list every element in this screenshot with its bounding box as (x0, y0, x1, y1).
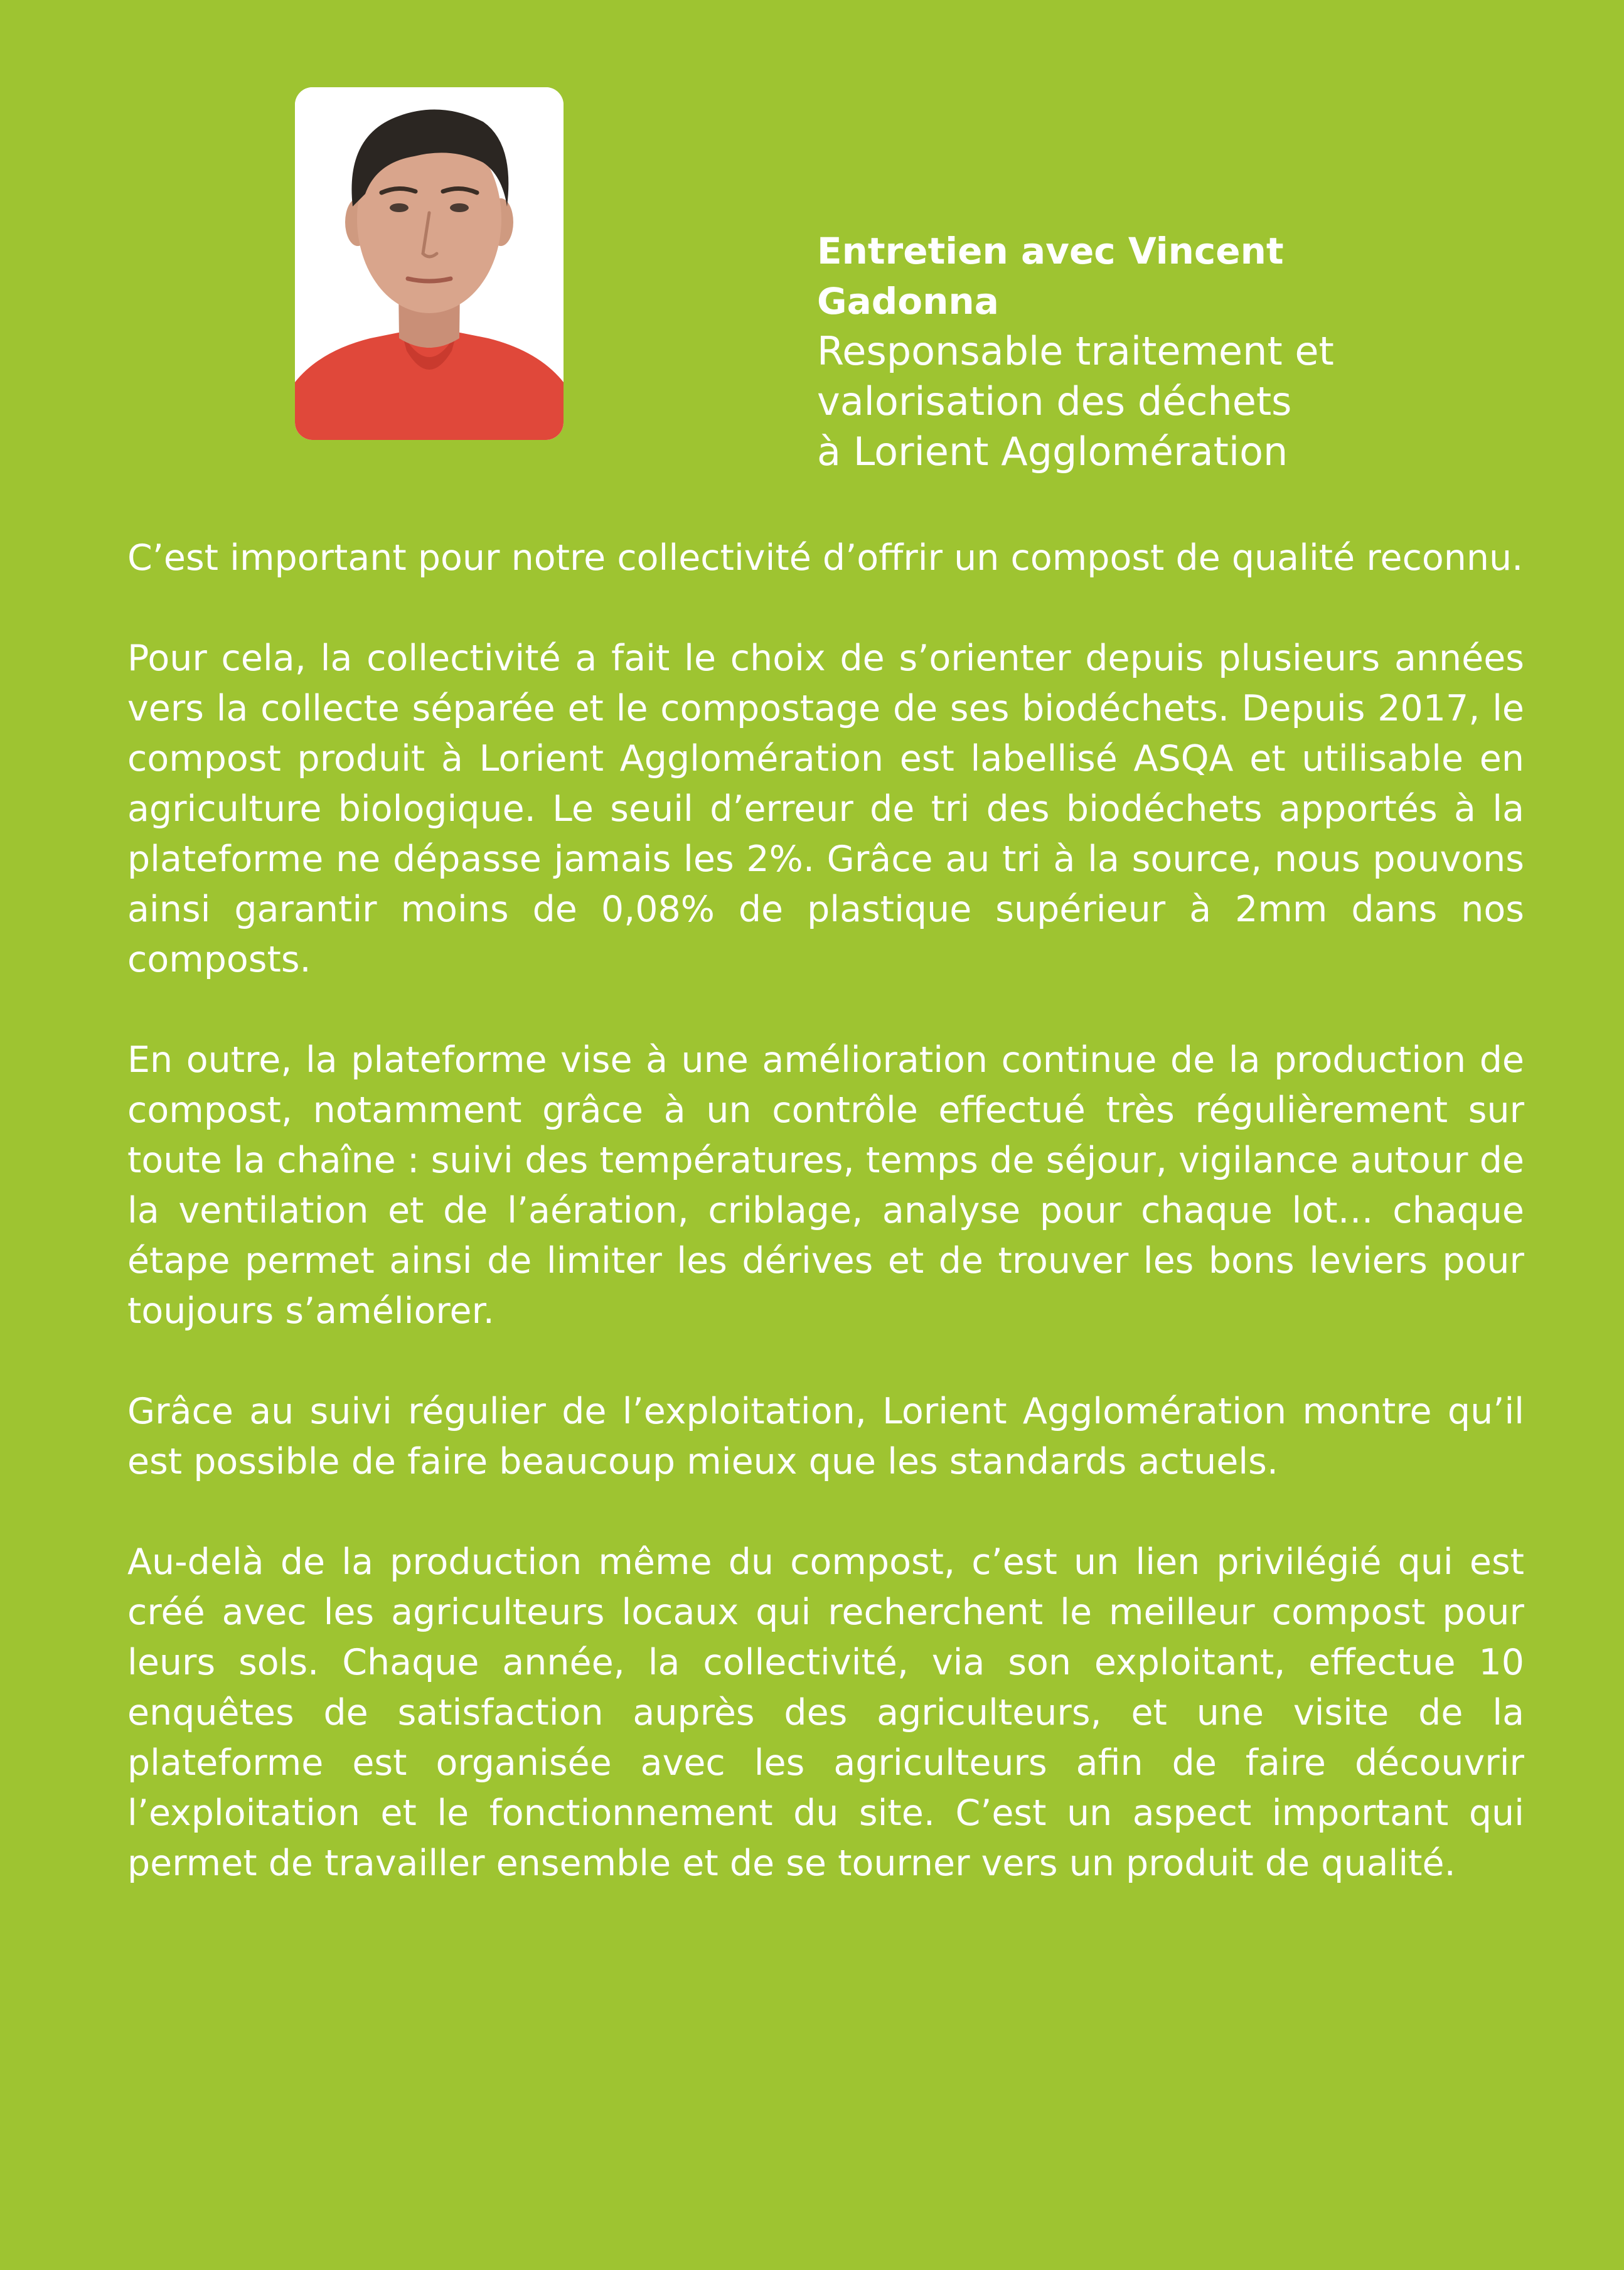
paragraph-1: C’est important pour notre collectivité d’offrir un compost de qualité reconnu. (127, 537, 1524, 579)
paragraph-5: Au-delà de la production même du compost, c’est un lien privilégié qui est créé avec les agriculteurs locaux qui recherchent le meilleur compost pour leurs sols. Chaque année, la collectivité, via son exploitant, effectue 10 enquêtes de satisfaction auprès des agriculteurs, et une visite de la plateforme est organisée avec les agriculteurs afin de faire découvrir l’exploitation et le fonctionnement du site. C’est un aspect important qui permet de travailler ensemble et de se tourner vers un produit de qualité. (127, 1541, 1524, 1884)
interviewee-role-line-3: à Lorient Agglomération (817, 429, 1288, 474)
interview-header (817, 226, 1445, 477)
paragraph-4: Grâce au suivi régulier de l’exploitation, Lorient Agglomération montre qu’il est possible de faire beaucoup mieux que les standards actuels. (127, 1391, 1524, 1482)
interviewee-role-line-1: Responsable traitement et (817, 328, 1334, 374)
interviewee-role-line-2: valorisation des déchets (817, 378, 1292, 424)
interview-body (127, 533, 1524, 1939)
paragraph-2: Pour cela, la collectivité a fait le choix de s’orienter depuis plusieurs années vers la collecte séparée et le compostage de ses biodéchets. Depuis 2017, le compost produit à Lorient Agglomération est labellisé ASQA et utilisable en agriculture biologique. Le seuil d’erreur de tri des biodéchets apportés à la plateforme ne dépasse jamais les 2%. Grâce au tri à la source, nous pouvons ainsi garantir moins de 0,08% de plastique supérieur à 2mm dans nos composts. (127, 638, 1524, 980)
interviewee-name: Entretien avec Vincent Gadonna (817, 230, 1284, 323)
paragraph-3: En outre, la plateforme vise à une amélioration continue de la production de compost, notamment grâce à un contrôle effectué très régulièrement sur toute la chaîne : suivi des températures, temps de séjour, vigilance autour de la ventilation et de l’aération, criblage, analyse pour chaque lot… chaque étape permet ainsi de limiter les dérives et de trouver les bons leviers pour toujours s’améliorer. (127, 1039, 1524, 1332)
portrait-illustration (295, 87, 564, 440)
portrait-photo (295, 87, 564, 440)
